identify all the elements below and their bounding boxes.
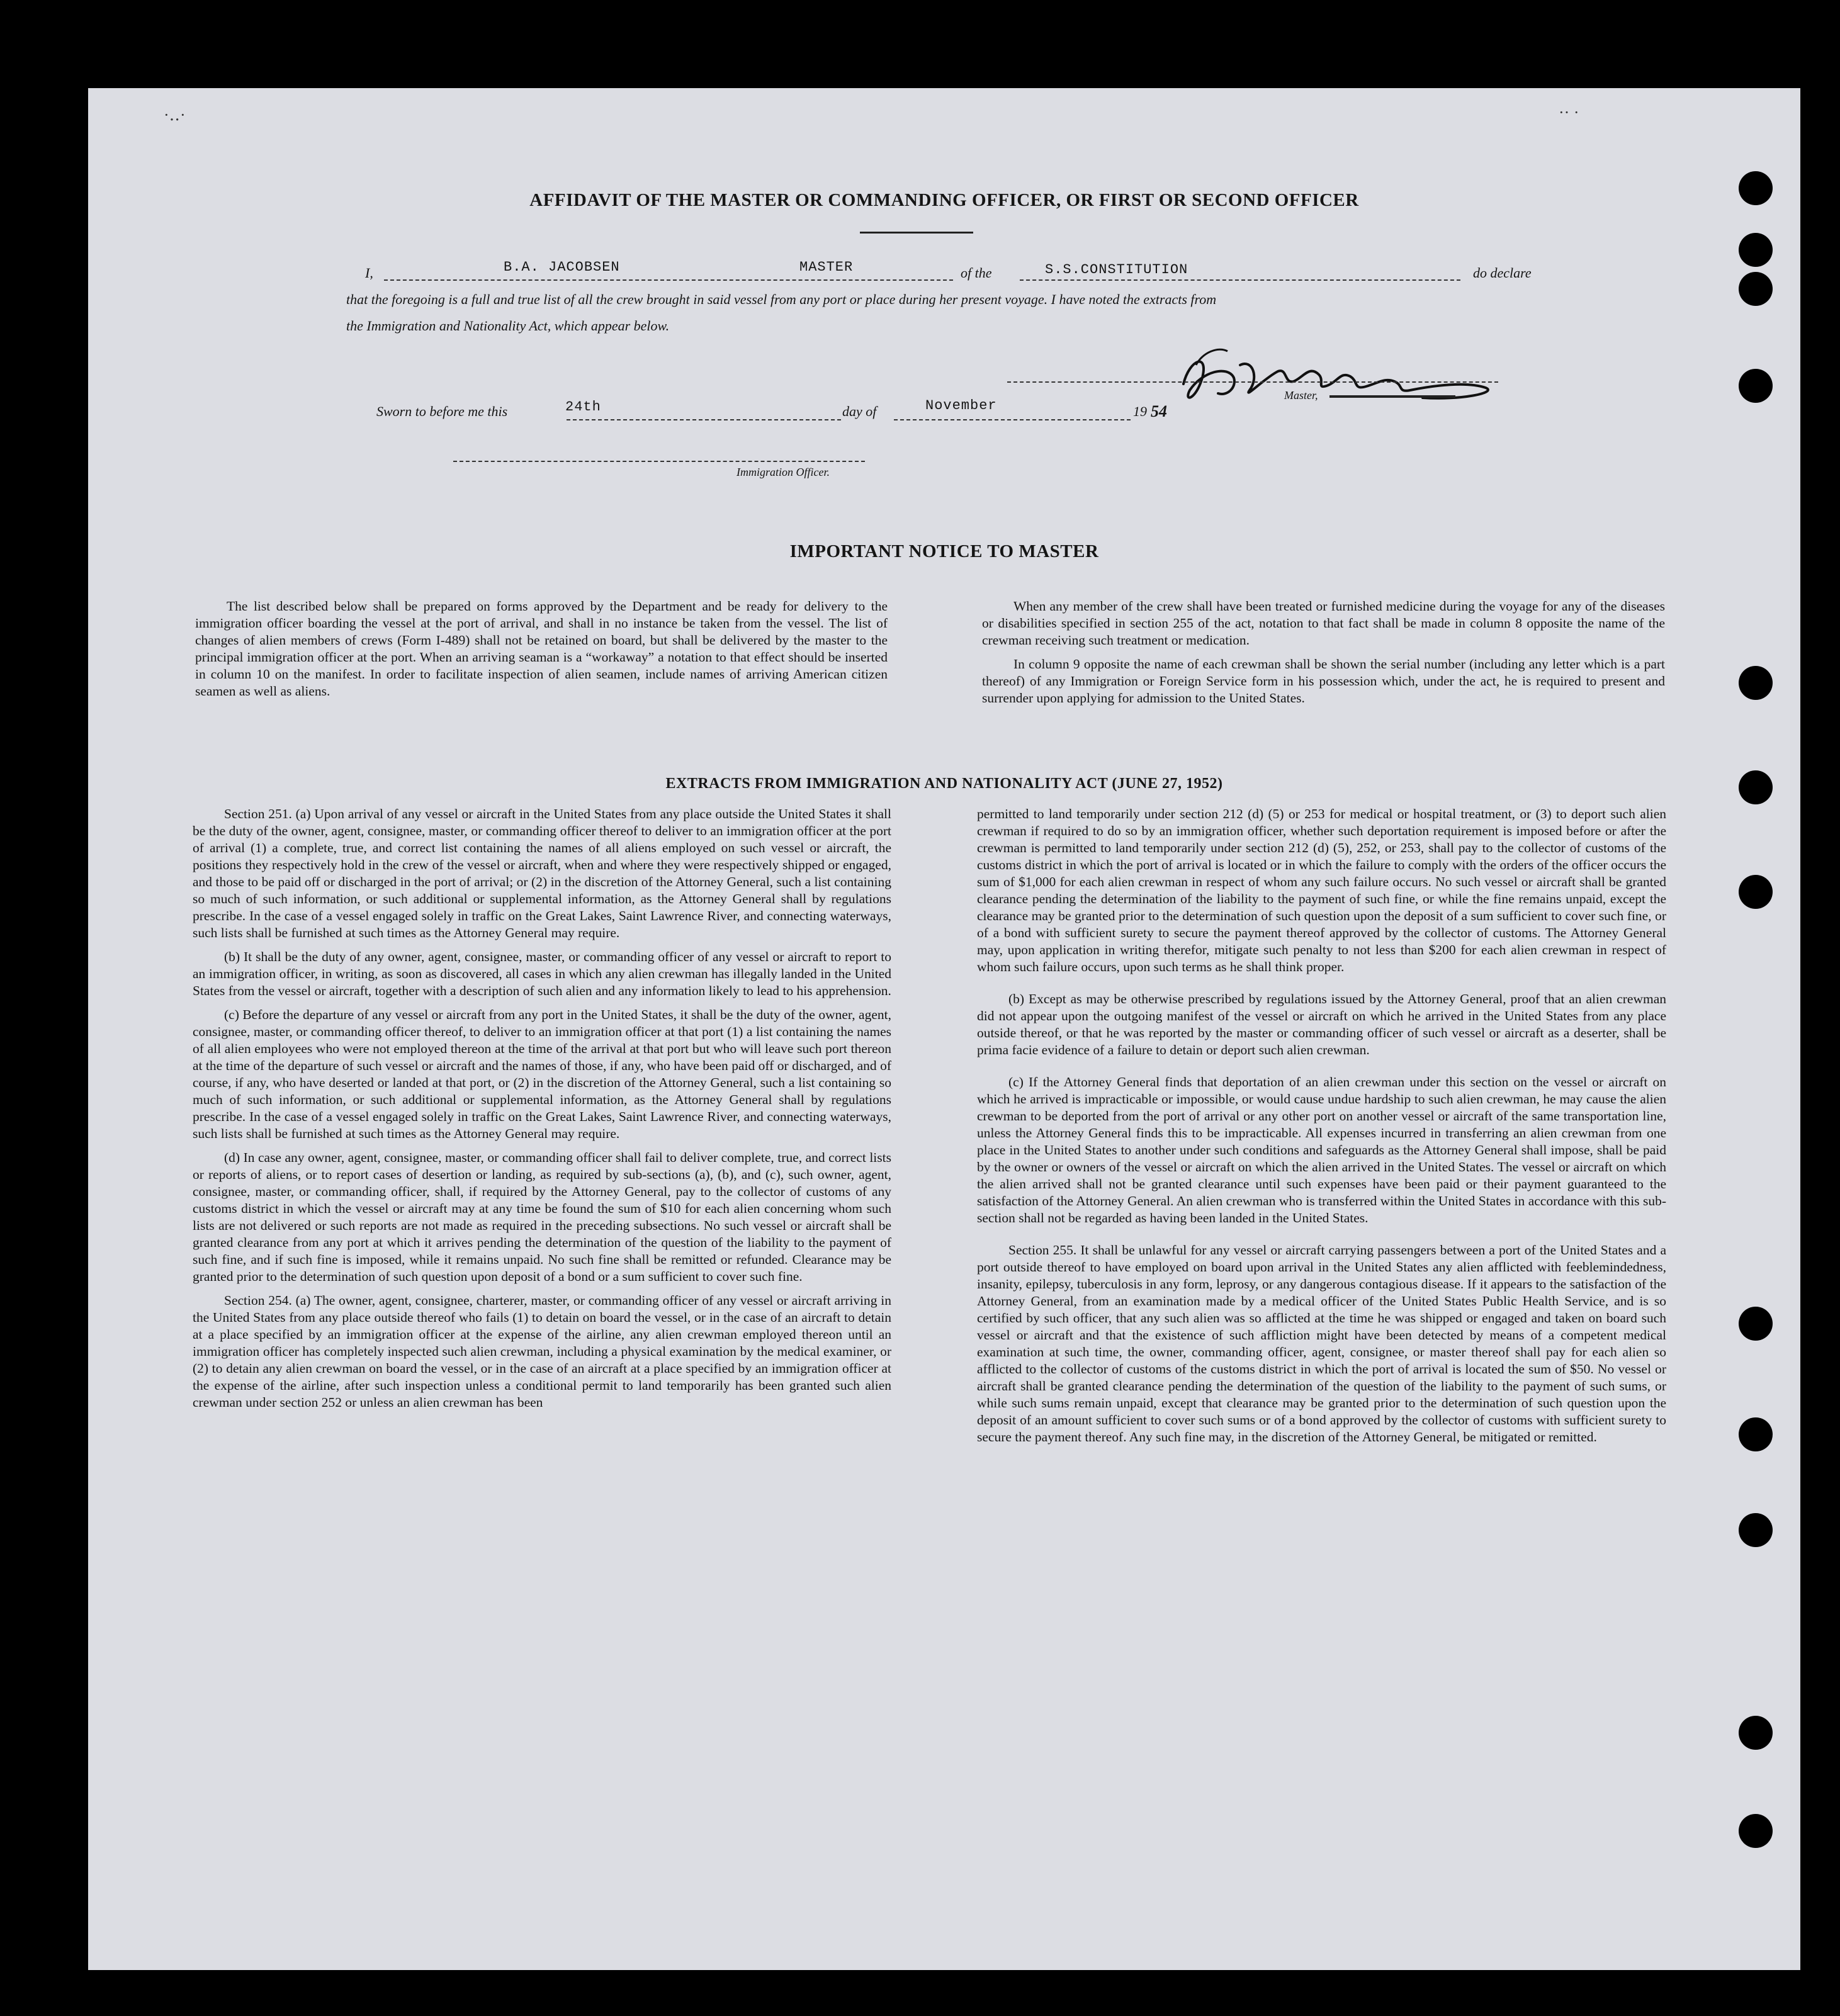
scan-speck: ·‥·: [164, 106, 186, 124]
binder-hole: [1739, 1716, 1773, 1750]
binder-hole: [1739, 875, 1773, 909]
year-prefix: 19: [1133, 403, 1147, 419]
master-name: B.A. JACOBSEN: [504, 259, 620, 275]
binder-hole: [1739, 369, 1773, 403]
master-signature: [1108, 340, 1561, 415]
sworn-year: 54: [1151, 402, 1167, 420]
title-underline: [860, 232, 973, 234]
section-255: Section 255. It shall be unlawful for any vessel or aircraft carrying passengers between a port of the United States and a port outside thereof to have employed on board upon arrival in the United States any alien afflicted with feeblemindedness, insanity, epilepsy, tuberculosis in any form, leprosy, or any dangerous contagious disease. If it appears to the satisfaction of the Attorney General, from an examination made by a medical officer of the United States Public Health Service, and is so certified by such officer, that any such alien was so afflicted at the time he was shipped or engaged and taken on board such vessel or aircraft and that the existence of such affliction might have been detected by means of a competent medical examination at such time, the owner, commanding officer, agent, consignee, or master thereof shall pay for each alien so afflicted to the collector of customs of the customs district in which the port of arrival is located the sum of $50. No vessel or aircraft shall be granted clearance pending the determination of the question of the liability to the payment of such sums, or while such sums remain unpaid, except that clearance may be granted prior to the determination of such question upon the deposit of an amount sufficient to cover such sums or of a bond approved by the collector of customs with sufficient surety to secure the payment thereof. Any such fine may, in the discretion of the Attorney General, be mitigated or remitted.: [977, 1242, 1666, 1444]
notice-left-column: [195, 598, 888, 707]
extracts-right-column: [977, 806, 1666, 1453]
section-251a: Section 251. (a) Upon arrival of any vessel or aircraft in the United States from any place outside the United States it shall be the duty of the owner, agent, consignee, master, or commanding officer thereof to deliver to an immigration officer at the port of arrival (1) a complete, true, and correct list containing the names of all aliens employed on such vessel or aircraft, the positions they respectively hold in the crew of the vessel or aircraft, when and where they were respectively shipped or engaged, and those to be paid off or discharged in the port of arrival; or (2) in the discretion of the Attorney General, such a list containing so much of such information, or such additional or supplemental information, as the Attorney General shall by regulations prescribe. In the case of a vessel engaged solely in traffic on the Great Lakes, Saint Lawrence River, and connecting waterways, such lists shall be furnished at such times as the Attorney General may require.: [193, 806, 891, 940]
notice-title: IMPORTANT NOTICE TO MASTER: [789, 541, 1099, 561]
do-declare-label: do declare: [1473, 265, 1532, 281]
vessel-name: S.S.CONSTITUTION: [1045, 262, 1188, 278]
binder-hole: [1739, 1513, 1773, 1547]
section-251c: (c) Before the departure of any vessel or aircraft from any port in the United States, it shall be the duty of the owner, agent, consignee, master, or commanding officer thereof, to deliver to an immigration officer at that port (1) a list containing the names of all alien employees who were not employed thereon at the time of the arrival at that port but who will leave such port thereon at the time of the departure of such vessel or aircraft and the names of those, if any, who have been paid off or discharged, and of course, if any, who have deserted or landed at that port, or (2) in the discretion of the Attorney General, such a list containing so much of such information, or such additional or supplemental information, as the Attorney General shall by regulations prescribe. In the case of a vessel engaged solely in traffic on the Great Lakes, Saint Lawrence River, and connecting waterways, such lists shall be furnished at such times as the Attorney General may require.: [193, 1007, 891, 1141]
section-254b: (b) Except as may be otherwise prescribed by regulations issued by the Attorney General, proof that an alien crewman did not appear upon the outgoing manifest of the vessel or aircraft on which he arrived in the United States from any place outside thereof, or that he was reported by the master or commanding officer of such vessel or aircraft as a deserter, shall be prima facie evidence of a failure to detain or deport such alien crewman.: [977, 991, 1666, 1057]
binder-hole: [1739, 272, 1773, 306]
section-254c: (c) If the Attorney General finds that deportation of an alien crewman under this section on the vessel or aircraft on which he arrived is impracticable or impossible, or would cause undue hardship to such alien crewman, he may cause the alien crewman to be deported from the port of arrival or any other port on another vessel or aircraft of the same transportation line, unless the Attorney General finds this to be impracticable. All expenses incurred in transferring an alien crewman from one place in the United States to another under such conditions and safeguards as the Attorney General shall impose, shall be paid by the owner or owners of the vessel or aircraft on which the alien arrived in the United States. The vessel or aircraft on which the alien arrived shall not be granted clearance until such expenses have been paid or their payment guaranteed to the satisfaction of the Attorney General. An alien crewman who is transferred within the United States in accordance with this sub-section shall not be regarded as having been landed in the United States.: [977, 1074, 1666, 1225]
name-dash-line: [384, 279, 953, 281]
day-of-label: day of: [842, 403, 877, 419]
declaration-line-2: that the foregoing is a full and true list of all the crew brought in said vessel from any port or place during her present voyage. I have noted the extracts from: [346, 291, 1217, 307]
notice-right-paragraph-2: In column 9 opposite the name of each crewman shall be shown the serial number (including any letter which is a part thereof) of any Immigration or Foreign Service form in his possession which, under the act, he is required to present and surrender upon applying for admission to the United States.: [982, 656, 1665, 706]
section-251b: (b) It shall be the duty of any owner, agent, consignee, master, or commanding officer of any vessel or aircraft to report to an immigration officer, in writing, as soon as discovered, all cases in which any alien crewman has illegally landed in the United States from the vessel or aircraft, together with a description of such alien and any information likely to lead to his apprehension.: [193, 949, 891, 998]
immigration-officer-label: Immigration Officer.: [737, 466, 830, 478]
struck-out-title: [1329, 395, 1455, 398]
notice-right-paragraph-1: When any member of the crew shall have been treated or furnished medicine during the voyage for any of the diseases or disabilities specified in section 255 of the act, notation to that fact shall be made in column 8 opposite the name of the crewman receiving such treatment or medication.: [982, 599, 1665, 648]
binder-hole: [1739, 1307, 1773, 1341]
binder-hole: [1739, 1417, 1773, 1451]
sworn-month: November: [925, 398, 997, 414]
section-254a-continued: permitted to land temporarily under section 212 (d) (5) or 253 for medical or hospital treatment, or (3) to deport such alien crewman if required to do so by an immigration officer, whether such deportation requirement is imposed before or after the crewman is permitted to land temporarily under section 212 (d) (5), 252, or 253, shall pay to the collector of customs of the customs district in which the port of arrival is located or in which the failure to comply with the orders of the officer occurs the sum of $1,000 for each alien crewman in respect of whom any such failure occurs. No such vessel or aircraft shall be granted clearance pending the determination of the liability to the payment of such fine, or while the fine remains unpaid, except the clearance may be granted prior to the determination of such question upon the deposit of a sum sufficient to cover such fine, or of a bond with sufficient surety to secure the payment thereof approved by the collector of customs. The Attorney General may, upon application in writing therefor, mitigate such penalty to not less than $200 for each alien crewman in respect of whom such failure occurs, upon such terms as he shall think proper.: [977, 806, 1666, 974]
declaration-line-3: the Immigration and Nationality Act, which appear below.: [346, 318, 670, 334]
vessel-dash-line: [1020, 279, 1460, 281]
binder-hole: [1739, 1814, 1773, 1848]
day-dash-line: [567, 419, 841, 420]
notice-right-column: [982, 598, 1665, 714]
sworn-day: 24th: [565, 399, 601, 415]
extracts-title: EXTRACTS FROM IMMIGRATION AND NATIONALITY ACT (JUNE 27, 1952): [665, 775, 1223, 792]
i-label: I,: [365, 265, 373, 281]
binder-hole: [1739, 233, 1773, 267]
extracts-left-column: [193, 806, 891, 1418]
month-dash-line: [894, 419, 1131, 420]
of-the-label: of the: [961, 265, 992, 281]
scan-speck: ·· ·: [1559, 103, 1579, 121]
master-rank: MASTER: [799, 259, 854, 275]
officer-dash-line: [453, 461, 865, 462]
master-label: Master,: [1284, 389, 1318, 402]
binder-hole: [1739, 666, 1773, 700]
affidavit-title: AFFIDAVIT OF THE MASTER OR COMMANDING OFFICER, OR FIRST OR SECOND OFFICER: [529, 190, 1359, 210]
section-251d: (d) In case any owner, agent, consignee, master, or commanding officer shall fail to deliver complete, true, and correct lists or reports of aliens, or to report cases of desertion or landing, as required by sub-sections (a), (b), and (c), such owner, agent, consignee, master, or commanding officer, shall, if required by the Attorney General, pay to the collector of customs of any customs district in which the vessel or aircraft may at any time be found the sum of $10 for each alien concerning whom such lists are not delivered or such reports are not made as required in the preceding subsections. No such vessel or aircraft shall be granted clearance from any port at which it arrives pending the determination of the question of the liability to the payment of such fine, and if such fine is imposed, while it remains unpaid. No such fine shall be remitted or refunded. Clearance may be granted prior to the determination of such question upon deposit of a bond or a sum sufficient to cover such fine.: [193, 1150, 891, 1284]
section-254a: Section 254. (a) The owner, agent, consignee, charterer, master, or commanding officer of any vessel or aircraft arriving in the United States from any place outside thereof who fails (1) to detain on board the vessel, or in the case of an aircraft to detain at a place specified by an immigration officer at the expense of the airline, any alien crewman employed thereon until an immigration officer has completely inspected such alien crewman, including a physical examination by the medical examiner, or (2) to detain any alien crewman on board the vessel, or in the case of an aircraft at a place specified by an immigration officer at the expense of the airline, after such inspection unless a conditional permit to land temporarily has been granted such alien crewman under section 252 or unless an alien crewman has been: [193, 1293, 891, 1410]
sworn-label: Sworn to before me this: [376, 403, 508, 419]
notice-left-paragraph: The list described below shall be prepared on forms approved by the Department and be ready for delivery to the immigration officer boarding the vessel at the port of arrival, and shall in no instance be taken from the vessel. The list of changes of alien members of crews (Form I-489) shall not be retained on board, but shall be delivered by the master to the principal immigration officer at the port. When an arriving seaman is a “workaway” a notation to that effect should be inserted in column 10 on the manifest. In order to facilitate inspection of alien seamen, include names of arriving American citizen seamen as well as aliens.: [195, 599, 888, 699]
document-page: [88, 88, 1800, 1970]
signature-dash-line: [1007, 381, 1498, 383]
